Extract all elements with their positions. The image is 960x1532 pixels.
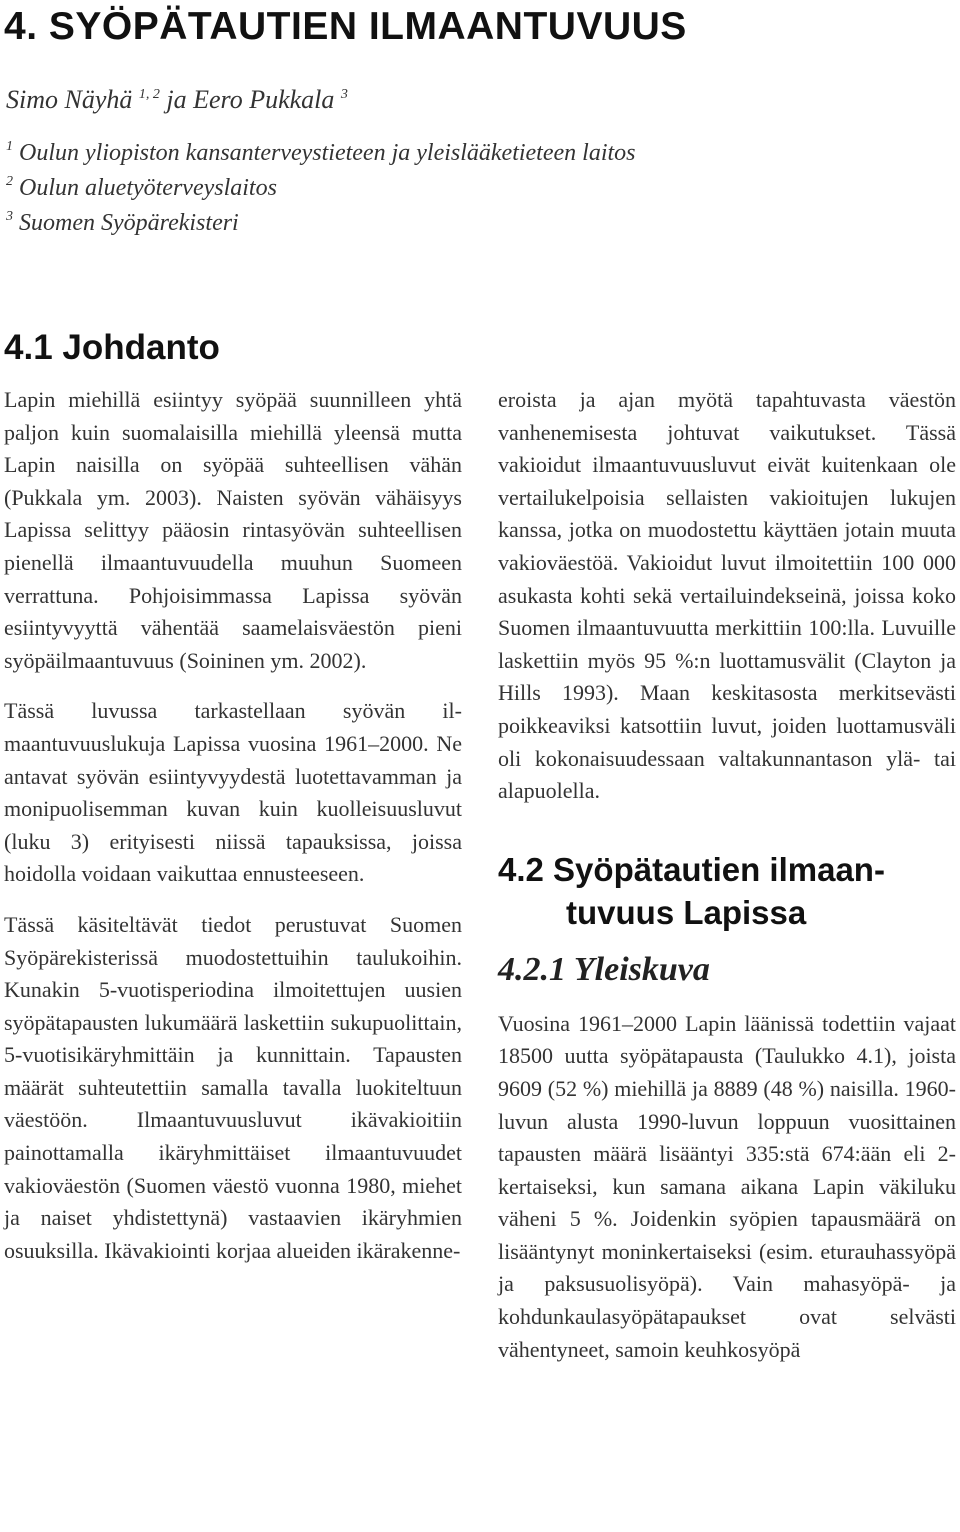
subsection-title: 4.2.1 Yleiskuva [498, 950, 710, 988]
affiliation-text: Suomen Syöpärekisteri [19, 210, 239, 236]
left-column [4, 384, 462, 1267]
body-paragraph: Vuosina 1961–2000 Lapin läänissä todettiin vajaat 18500 uutta syöpätapausta (Taulukko 4.1), joista 9609 (52 %) miehillä ja 8889 (48 %) naisilla. 1960-luvun alusta 1990-luvun loppuun vuosittainen tapausten määrä lisääntyi 335:stä 674:ään eli 2-kertaiseksi, kun samana aikana Lapin väkiluku väheni 5 %. Joidenkin syöpien tapausmäärä on lisääntynyt moninkertaiseksi (esim. eturauhassyöpä ja paksusuolisyöpä). Vain mahasyöpä- ja kohdunkaulasyöpätapaukset ovat selvästi vähentyneet, samoin keuhkosyöpä [498, 1010, 956, 1362]
chapter-title: 4. SYÖPÄTAUTIEN ILMAANTUVUUS [4, 5, 687, 48]
author-affiliation-sup: 3 [340, 87, 348, 102]
author-name: Simo Näyhä [6, 85, 133, 114]
affiliation-text: Oulun aluetyöterveyslaitos [19, 175, 277, 201]
body-paragraph: Tässä käsiteltävät tiedot perustuvat Suomen Syöpärekisterissä muodostettuihin taulukoihin. Kunakin 5-vuotisperiodina ilmoitettujen uusien syöpätapausten lukumäärä laskettiin sukupuolittain, 5-vuotisikäryhmittäin ja kunnittain. Tapausten määrät suhteutettiin samalla tavalla luokiteltuun väestöön. Ilmaantuvuusluvut ikävakioitiin painottamalla ikäryhmittäiset ilmaantuvuudet vakioväestön (Suomen väestö vuonna 1980, miehet ja naiset yhdistettynä) vastaavien ikäryhmien osuuksilla. Ikävakiointi korjaa alueiden ikärakenne- [4, 911, 462, 1263]
author-affiliation-sup: 1, 2 [138, 87, 160, 102]
body-paragraph-continued: eroista ja ajan myötä tapahtuvasta väestön vanhenemisesta johtuvat vaikutukset. Tässä vakioidut ilmaantuvuusluvut eivät kuitenkaan ole vertailukelpoisia sellaisten vakioitujen lukujen kanssa, jotka on muodostettu käyttäen jotain muuta vakioväestöä. Vakioidut luvut ilmoitettiin 100 000 asukasta kohti sekä vertailuindekseinä, joissa koko Suomen ilmaantuvuutta merkittiin 100:lla. Luvuille laskettiin myös 95 %:n luottamusvälit (Clayton ja Hills 1993). Maan keskitasosta merkitsevästi poikkeaviksi katsottiin luvut, joiden luottamusväli oli kokonaisuudessaan valtakunnantason ylä- tai alapuolella. [498, 387, 956, 804]
right-column [498, 384, 956, 1366]
author-name: Eero Pukkala [193, 85, 335, 114]
body-paragraph: Tässä luvussa tarkastellaan syövän ilmaantuvuuslukuja Lapissa vuosina 1961–2000. Ne antavat syövän esiintyvyydestä luotettavamman ja monipuolisemman kuvan kuin kuolleisuusluvut (luku 3) erityisesti niissä tapauksissa, joissa hoidolla voidaan vaikuttaa ennusteeseen. [4, 698, 462, 887]
affiliation-line [6, 173, 277, 203]
author-connector: ja [159, 85, 194, 114]
author-line [6, 84, 348, 116]
affiliation-text: Oulun yliopiston kansanterveystieteen ja yleislääketieteen laitos [19, 140, 636, 166]
section-title-line: 4.2 Syöpätautien ilmaan- [498, 850, 885, 888]
section-title [498, 848, 956, 934]
affiliation-number: 3 [6, 209, 13, 224]
affiliation-line [6, 138, 636, 168]
affiliation-number: 1 [6, 139, 13, 154]
section-title-line: tuvuus Lapissa [566, 893, 807, 931]
body-paragraph: Lapin miehillä esiintyy syöpää suunnilleen yhtä paljon kuin suomalaisilla miehillä yleensä mutta Lapin naisilla on syöpää suhteellisen vähän (Pukkala ym. 2003). Naisten syövän vähäisyys Lapissa selittyy pääosin rintasyövän suhteellisen pienellä ilmaantuvuudella muuhun Suomeen verrattuna. Pohjoisimmassa Lapissa syövän esiintyvyyttä vähentää saamelaisväestön pieni syöpäilmaantuvuus (Soininen ym. 2002). [4, 387, 462, 673]
affiliation-number: 2 [6, 174, 13, 189]
affiliation-line [6, 208, 239, 238]
section-title: 4.1 Johdanto [4, 328, 220, 367]
